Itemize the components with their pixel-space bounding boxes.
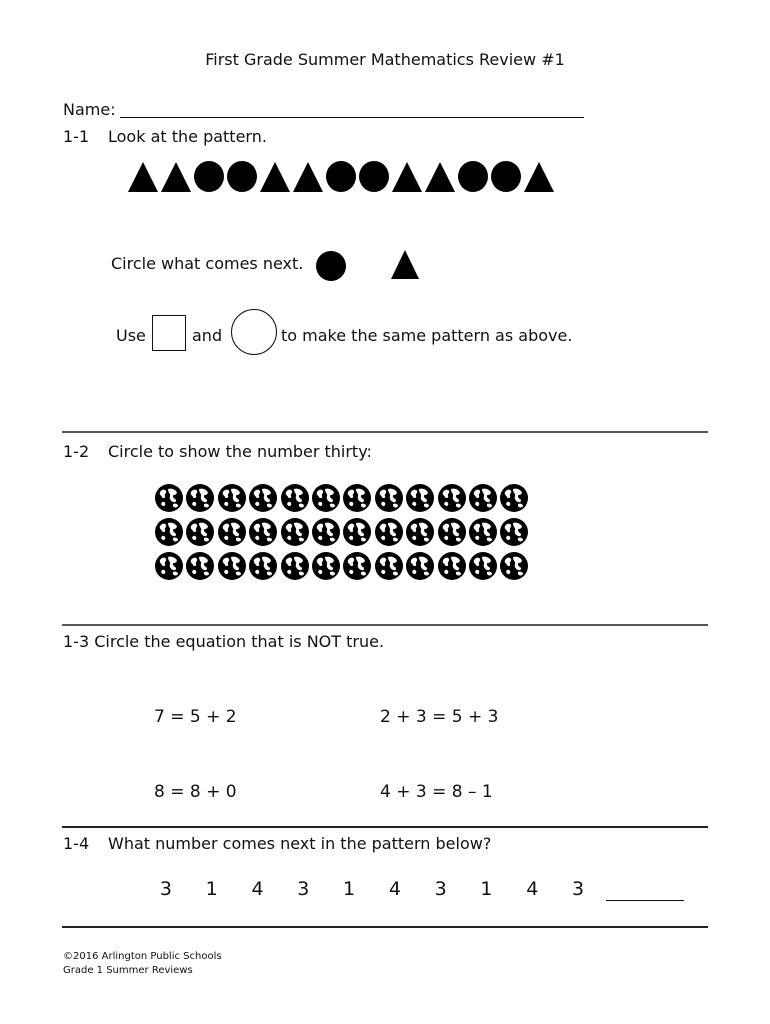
circle-shape [326,160,356,192]
sequence-number: 1 [343,878,356,900]
globe-icon[interactable] [342,551,372,581]
sequence-number: 4 [388,878,401,900]
globe-icon[interactable] [185,551,215,581]
q2-prompt: Circle to show the number thirty: [108,442,372,461]
triangle-shape [425,160,455,192]
triangle-shape [128,160,158,192]
footer-copyright: ©2016 Arlington Public Schools [63,951,222,962]
q3-prompt: 1-3 Circle the equation that is NOT true. [63,632,385,651]
globe-icon[interactable] [154,551,184,581]
sequence-number: 3 [434,878,447,900]
globe-icon[interactable] [468,517,498,547]
globe-icon[interactable] [280,517,310,547]
footer-course: Grade 1 Summer Reviews [63,965,193,976]
page-title: First Grade Summer Mathematics Review #1 [205,50,565,69]
square-shape [152,315,186,351]
choice-circle-shape[interactable] [316,251,346,281]
circle-shape [227,160,257,192]
globe-icon[interactable] [405,483,435,513]
globe-icon[interactable] [499,517,529,547]
globe-icon[interactable] [311,517,341,547]
globe-icon[interactable] [154,483,184,513]
equation-option[interactable]: 2 + 3 = 5 + 3 [380,707,499,727]
number-sequence [143,878,601,900]
q2-number: 1-2 [63,442,90,461]
equation-option[interactable]: 4 + 3 = 8 – 1 [380,782,493,802]
globe-icon[interactable] [374,551,404,581]
globe-icon[interactable] [342,483,372,513]
globe-icon[interactable] [185,517,215,547]
answer-blank[interactable] [606,900,684,901]
globe-icon[interactable] [342,517,372,547]
q4-prompt: What number comes next in the pattern below? [108,834,492,853]
shape-pattern [128,160,554,192]
use-label: Use [116,326,146,345]
globe-icon[interactable] [468,483,498,513]
globe-icon[interactable] [185,483,215,513]
equation-option[interactable]: 8 = 8 + 0 [154,782,237,802]
globe-icon[interactable] [405,517,435,547]
sequence-number: 3 [159,878,172,900]
circle-shape [359,160,389,192]
circle-shape [194,160,224,192]
globe-icon[interactable] [499,483,529,513]
divider [62,431,708,433]
globe-icon[interactable] [374,483,404,513]
equation-option[interactable]: 7 = 5 + 2 [154,707,237,727]
globe-icon[interactable] [311,483,341,513]
globe-icon[interactable] [437,517,467,547]
globe-icon[interactable] [154,517,184,547]
globe-icon[interactable] [217,483,247,513]
sequence-number: 4 [526,878,539,900]
sequence-number: 1 [205,878,218,900]
name-label: Name: [63,100,116,119]
globe-icon[interactable] [437,483,467,513]
triangle-shape [260,160,290,192]
triangle-shape [293,160,323,192]
globe-icon[interactable] [405,551,435,581]
circle-outline-shape [231,309,277,355]
triangle-shape [524,160,554,192]
divider [62,624,708,626]
and-label: and [192,326,223,345]
globe-icon[interactable] [248,517,278,547]
globe-icon[interactable] [280,551,310,581]
q4-number: 1-4 [63,834,90,853]
globe-icon[interactable] [374,517,404,547]
triangle-shape [161,160,191,192]
globe-icon[interactable] [280,483,310,513]
globe-icon[interactable] [217,517,247,547]
sequence-number: 3 [572,878,585,900]
sequence-number: 3 [297,878,310,900]
make-pattern-label: to make the same pattern as above. [281,326,573,345]
globe-icon[interactable] [468,551,498,581]
circle-shape [458,160,488,192]
name-field[interactable] [120,117,584,118]
divider [62,926,708,928]
globe-icon[interactable] [248,551,278,581]
q1-circle-prompt: Circle what comes next. [111,254,304,273]
triangle-shape [392,160,422,192]
choice-triangle-shape[interactable] [391,250,419,279]
divider [62,826,708,828]
q1-prompt: Look at the pattern. [108,127,267,146]
globe-grid [154,483,531,585]
sequence-number: 1 [480,878,493,900]
sequence-number: 4 [251,878,264,900]
globe-icon[interactable] [217,551,247,581]
globe-icon[interactable] [499,551,529,581]
circle-shape [491,160,521,192]
globe-icon[interactable] [248,483,278,513]
globe-icon[interactable] [311,551,341,581]
globe-icon[interactable] [437,551,467,581]
q1-number: 1-1 [63,127,90,146]
